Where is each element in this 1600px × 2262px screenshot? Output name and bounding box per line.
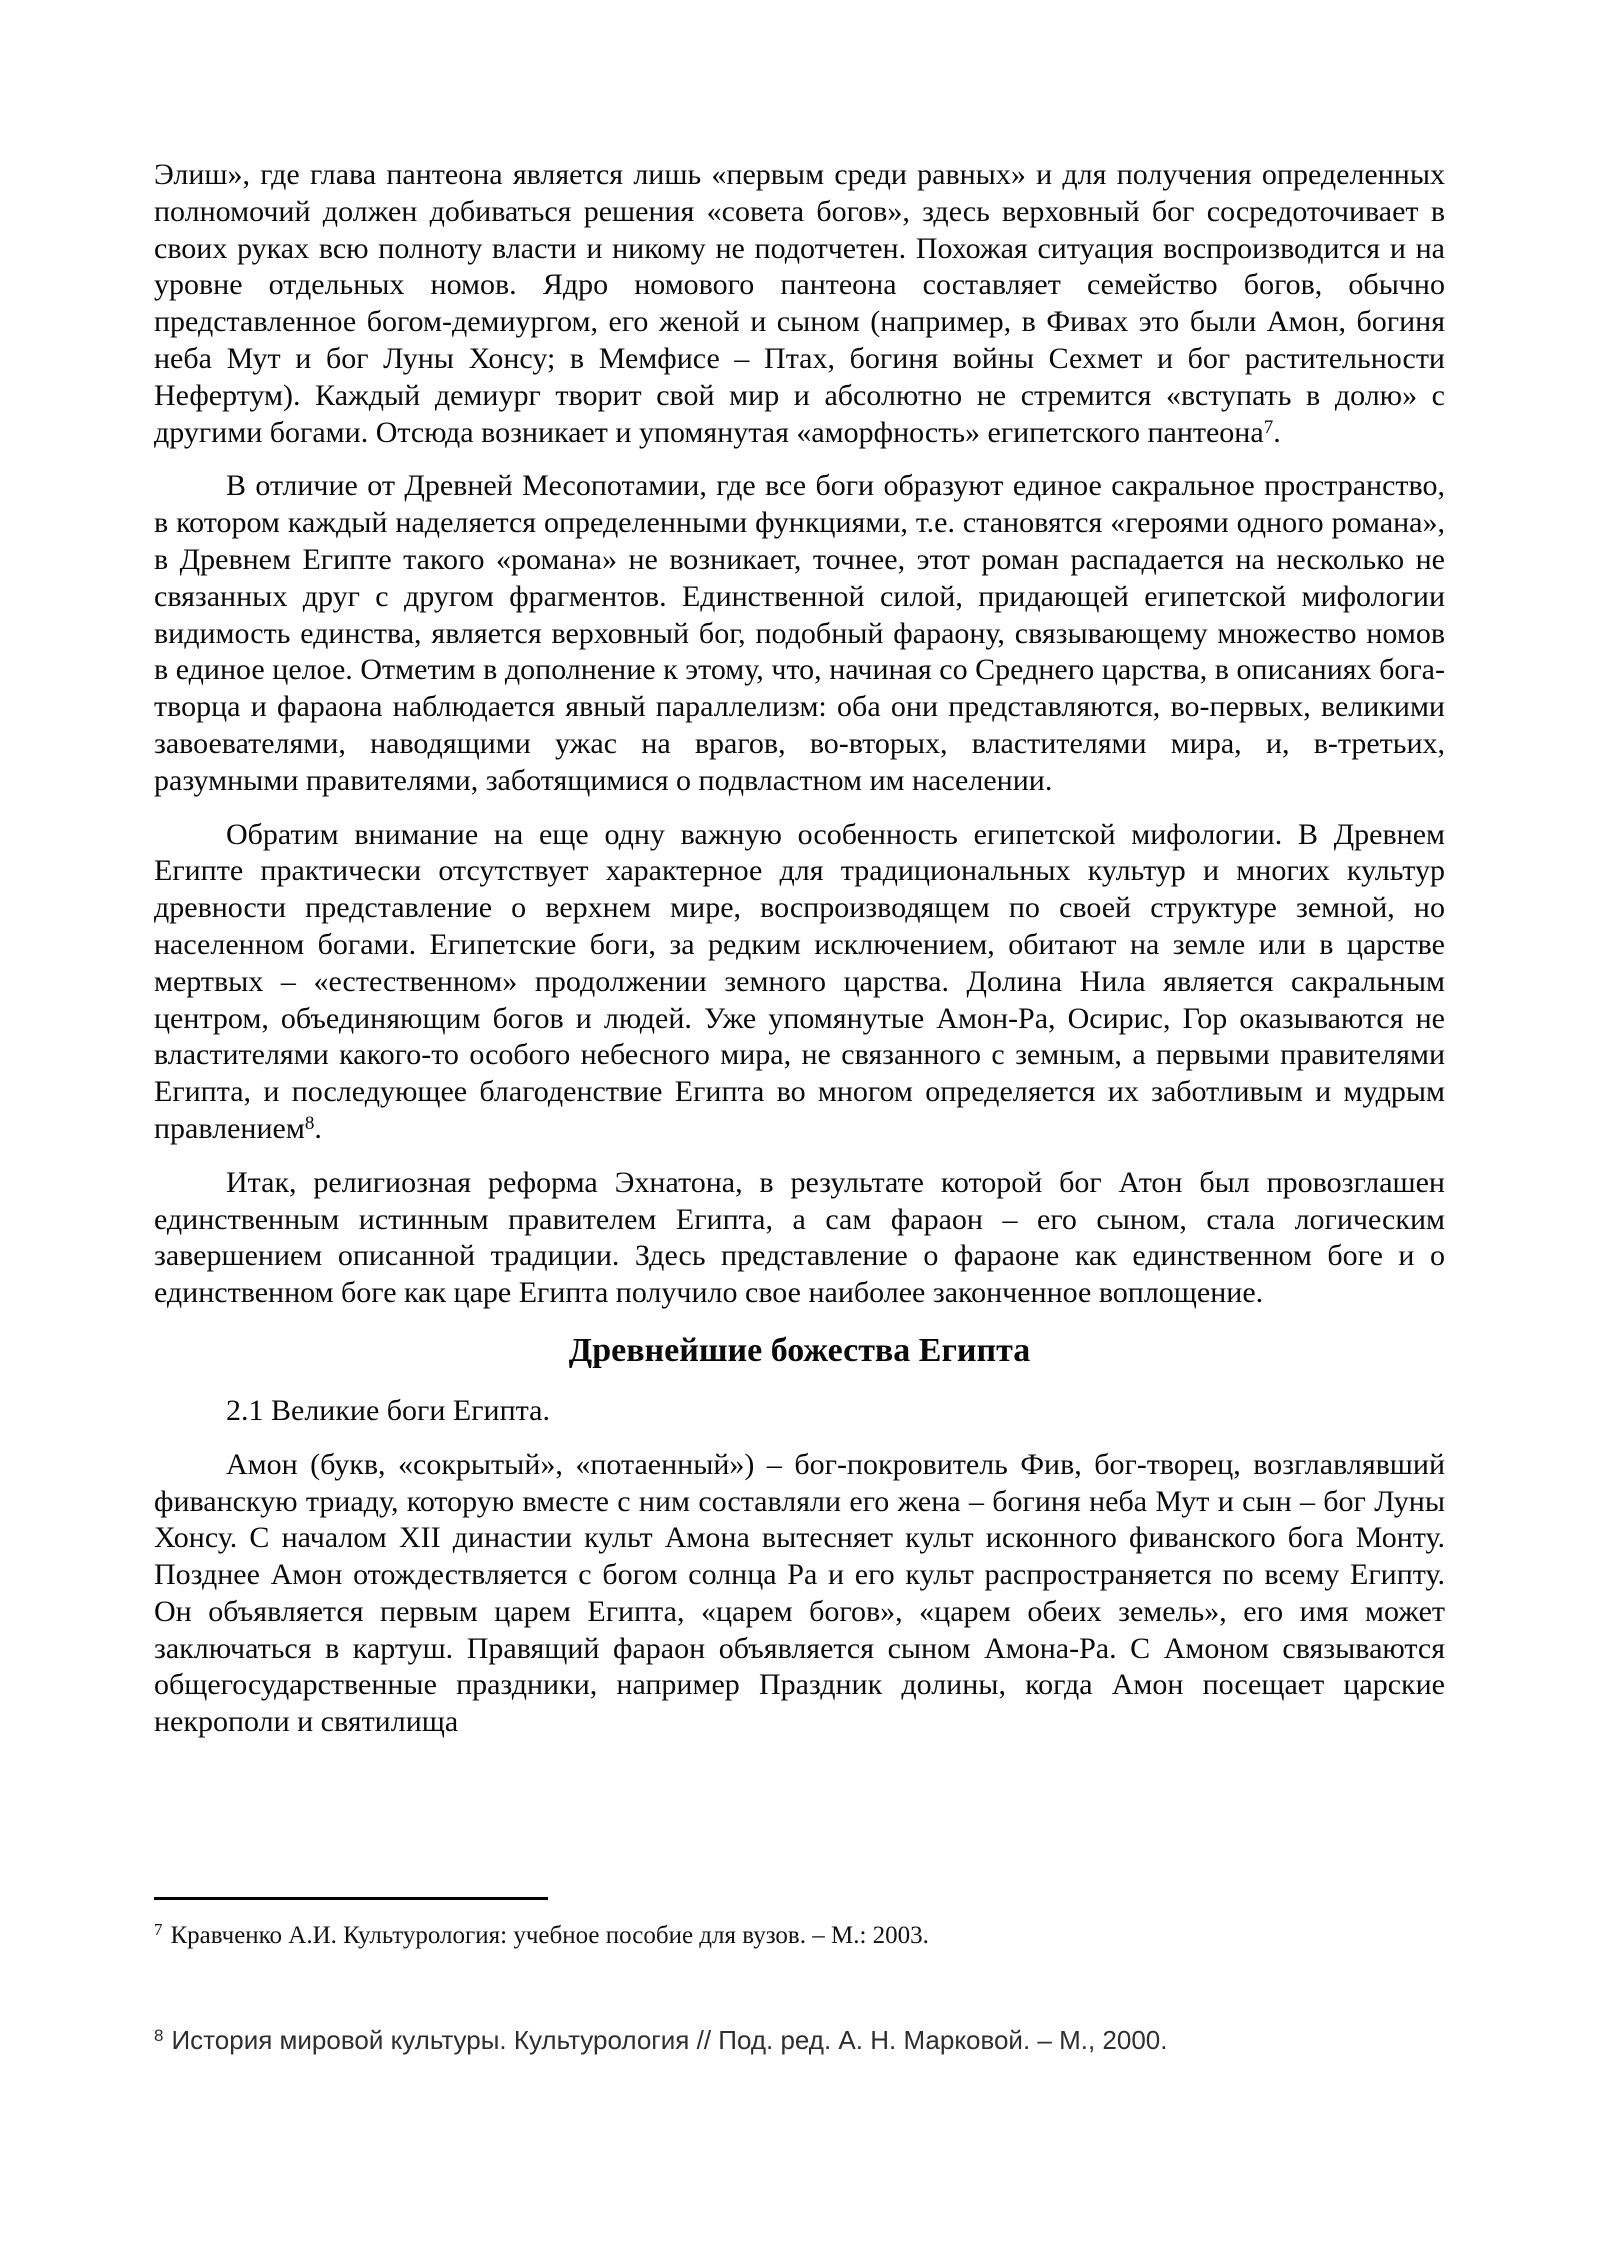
footnote-separator	[154, 1897, 548, 1900]
footnote-8-marker: 8	[154, 2026, 164, 2046]
body-paragraph-1	[154, 157, 1445, 451]
body-paragraph-4	[154, 1165, 1445, 1312]
paragraph-tail: .	[314, 1111, 322, 1145]
footnote-ref-8: 8	[304, 1113, 315, 1135]
footnote-ref-7: 7	[1263, 417, 1274, 439]
footnote-7-marker: 7	[154, 1920, 163, 1940]
paragraph-text: Элиш», где глава пантеона является лишь «первым среди равных» и для получения определенных полномочий должен добиваться решения «совета богов», здесь верховный бог сосредоточивает в своих руках всю полноту власти и никому не подотчетен. Похожая ситуация воспроизводится и на уровне отдельных номов. Ядро номового пантеона составляет семейство богов, обычно представленное богом-демиургом, его женой и сыном (например, в Фивах это были Амон, богиня неба Мут и бог Луны Хонсу; в Мемфисе – Птах, богиня войны Сехмет и бог растительности Нефертум). Каждый демиург творит свой мир и абсолютно не стремится «вступать в долю» с другими богами. Отсюда возникает и упомянутая «аморфность» египетского пантеона	[154, 158, 1445, 449]
footnote-7	[154, 1921, 1445, 1951]
footnote-8	[154, 2025, 1445, 2056]
paragraph-text: В отличие от Древней Месопотамии, где все боги образуют единое сакральное пространство, в котором каждый наделяется определенными функциями, т.е. становятся «героями одного романа», в Древнем Египте такого «романа» не возникает, точнее, этот роман распадается на несколько не связанных друг с другом фрагментов. Единственной силой, придающей египетской мифологии видимость единства, является верховный бог, подобный фараону, связывающему множество номов в единое целое. Отметим в дополнение к этому, что, начиная со Среднего царства, в описаниях бога-творца и фараона наблюдается явный параллелизм: оба они представляются, во-первых, великими завоевателями, наводящими ужас на врагов, во-вторых, властителями мира, и, в-третьих, разумными правителями, заботящимися о подвластном им населении.	[154, 469, 1445, 797]
paragraph-text: Обратим внимание на еще одну важную особенность египетской мифологии. В Древнем Египте практически отсутствует характерное для традициональных культур и многих культур древности представление о верхнем мире, воспроизводящем по своей структуре земной, но населенном богами. Египетские боги, за редким исключением, обитают на земле или в царстве мертвых – «естественном» продолжении земного царства. Долина Нила является сакральным центром, объединяющим богов и людей. Уже упомянутые Амон-Ра, Осирис, Гор оказываются не властителями какого-то особого небесного мира, не связанного с земным, а первыми правителями Египта, и последующее благоденствие Египта во многом определяется их заботливым и мудрым правлением	[154, 817, 1445, 1145]
body-paragraph-3	[154, 817, 1445, 1148]
footnote-area	[154, 1897, 1445, 2056]
body-paragraph-5	[154, 1447, 1445, 1741]
section-heading: Древнейшие божества Египта	[568, 1331, 1031, 1369]
paragraph-tail: .	[1273, 415, 1281, 449]
page-body	[154, 157, 1445, 1758]
paragraph-text: Итак, религиозная реформа Эхнатона, в результате которой бог Атон был провозглашен единственным истинным правителем Египта, а сам фараон – его сыном, стала логическим завершением описанной традиции. Здесь представление о фараоне как единственном боге и о единственном боге как царе Египта получило свое наиболее законченное воплощение.	[154, 1165, 1445, 1310]
subsection-title: 2.1 Великие боги Египта.	[226, 1393, 550, 1427]
footnote-7-text: Кравченко А.И. Культурология: учебное пособие для вузов. – М.: 2003.	[170, 1922, 929, 1949]
footnote-8-text: История мировой культуры. Культурология // Под. ред. А. Н. Марковой. – М., 2000.	[171, 2025, 1168, 2055]
paragraph-text: Амон (букв, «сокрытый», «потаенный») – бог-покровитель Фив, бог-творец, возглавлявший фиванскую триаду, которую вместе с ним составляли его жена – богиня неба Мут и сын – бог Луны Хонсу. С началом XII династии культ Амона вытесняет культ исконного фиванского бога Монту. Позднее Амон отождествляется с богом солнца Ра и его культ распространяется по всему Египту. Он объявляется первым царем Египта, «царем богов», «царем обеих земель», его имя может заключаться в картуш. Правящий фараон объявляется сыном Амона-Ра. С Амоном связываются общегосударственные праздники, например Праздник долины, когда Амон посещает царские некрополи и святилища	[154, 1447, 1445, 1739]
body-paragraph-2	[154, 468, 1445, 799]
